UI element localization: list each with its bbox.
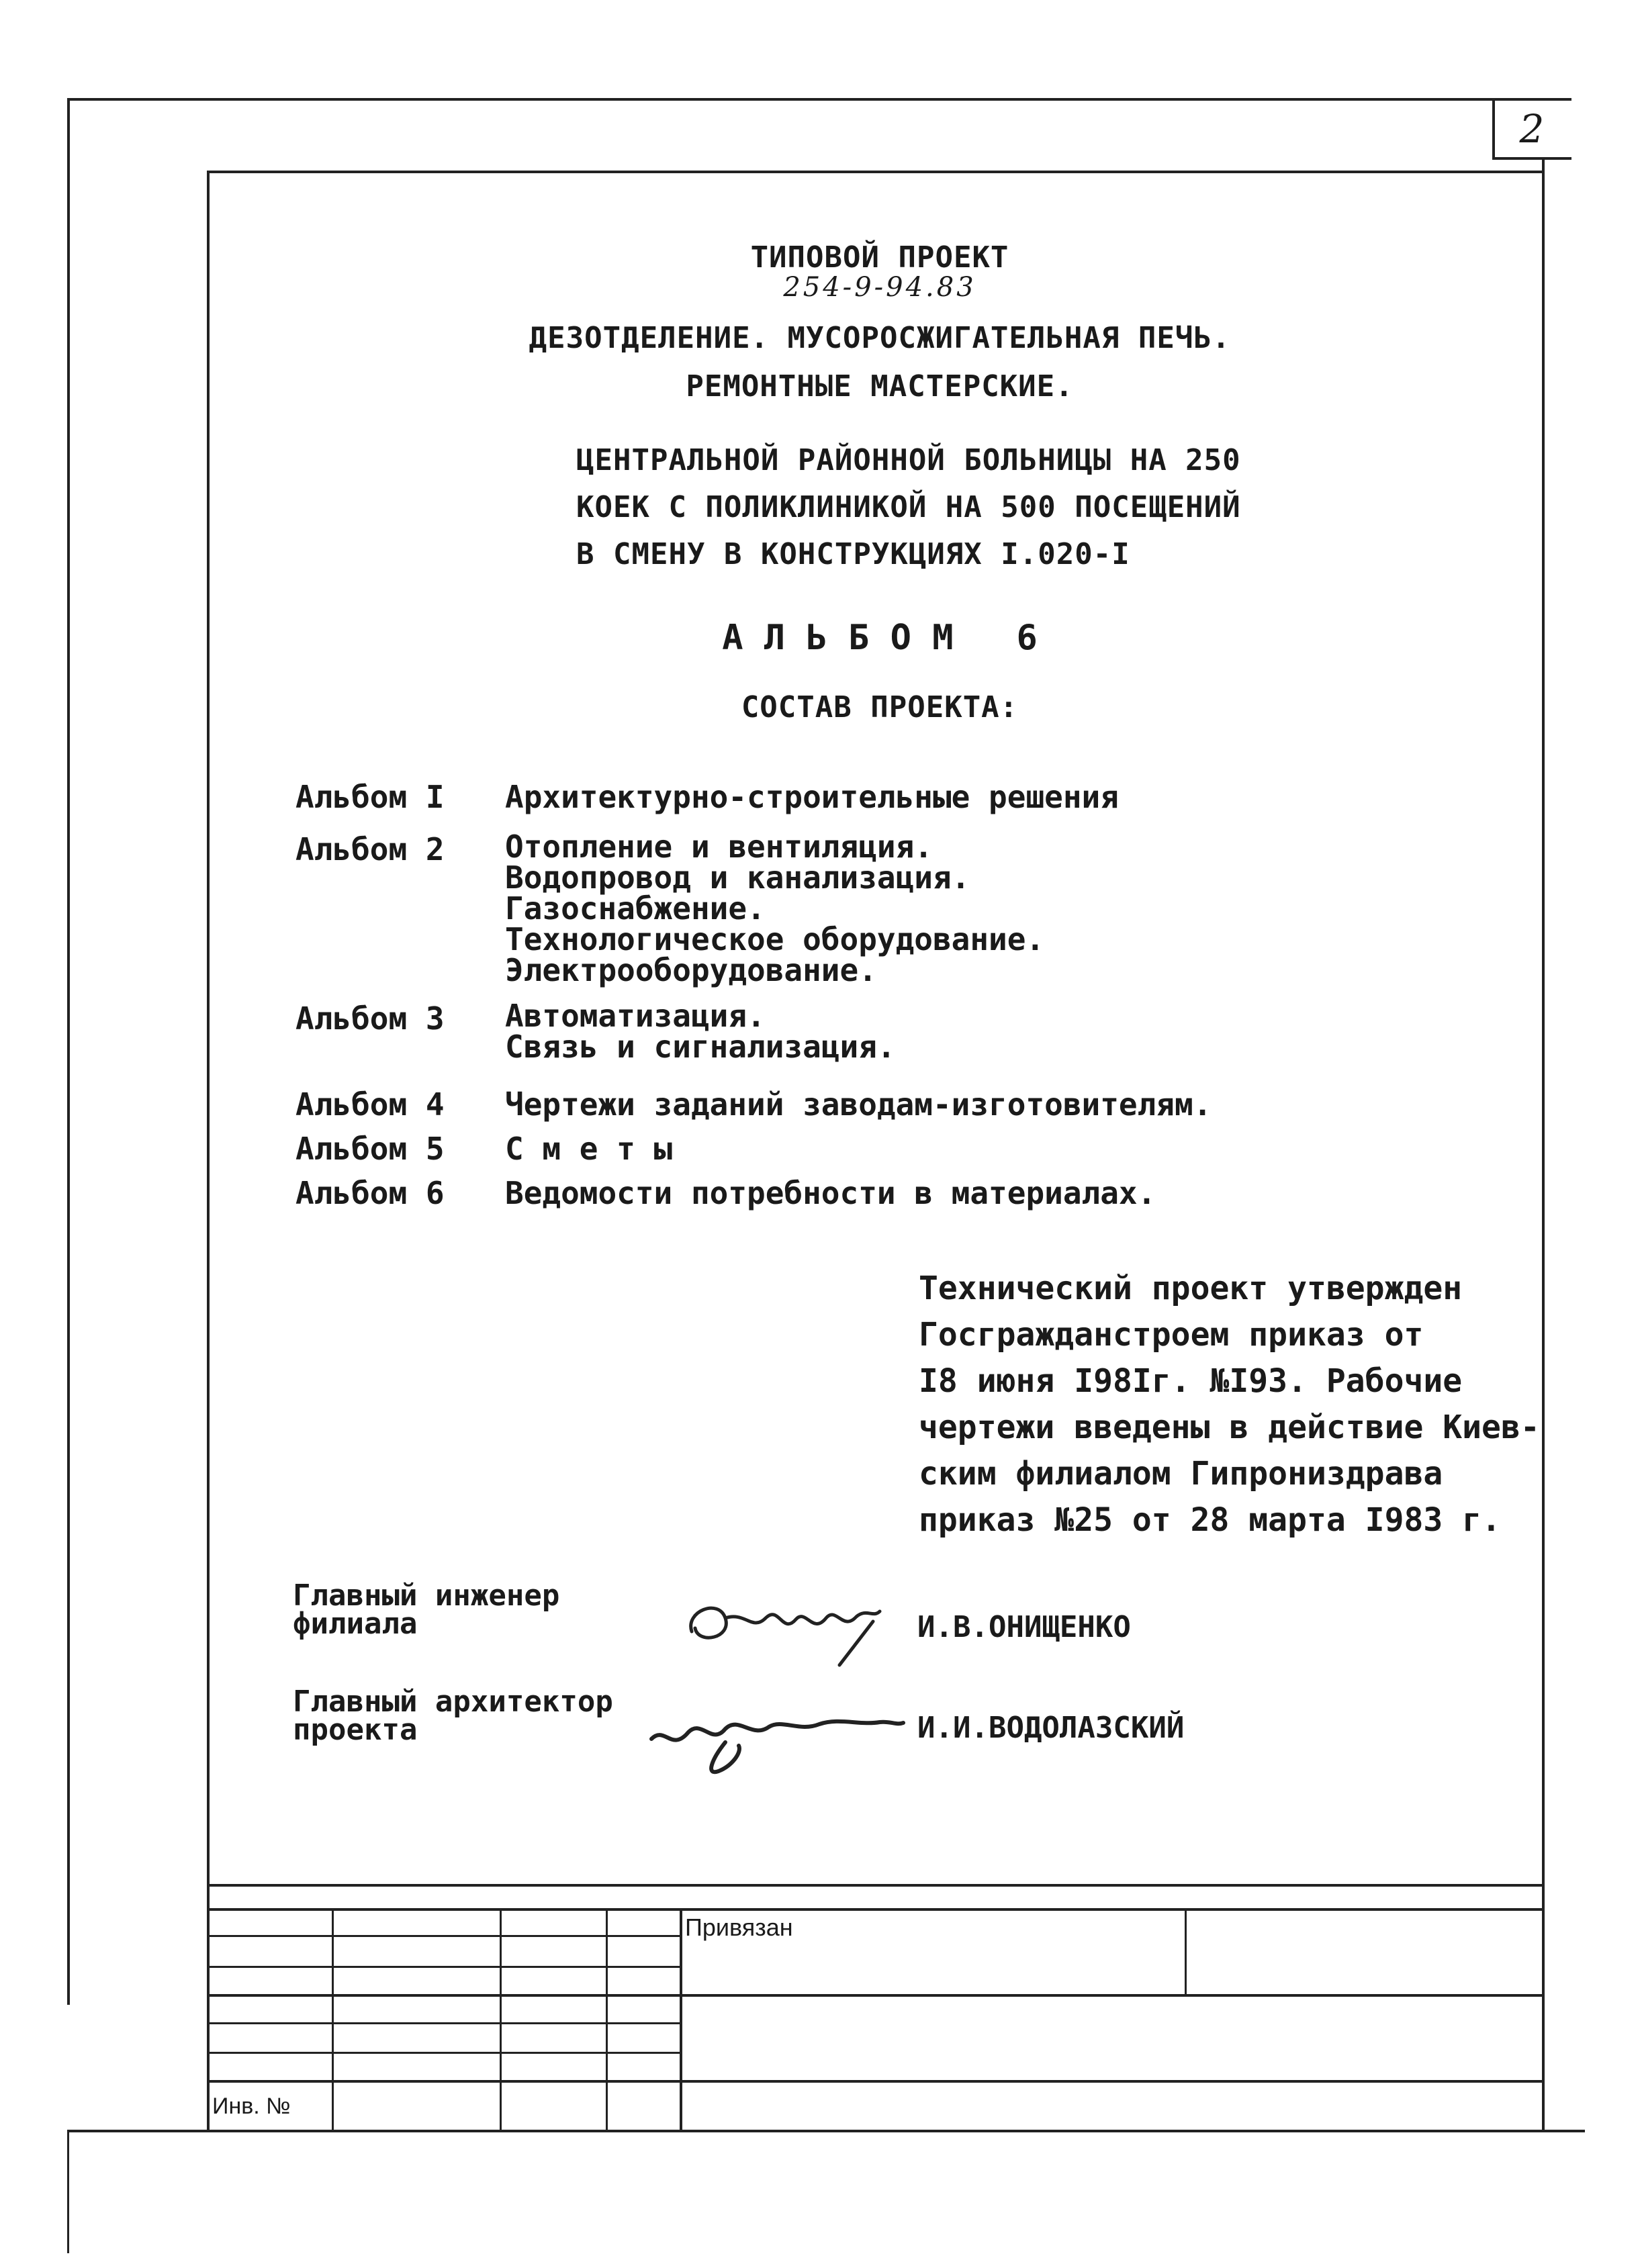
approval-note — [919, 1266, 1540, 1544]
description-line-3: В СМЕНУ В КОНСТРУКЦИЯХ I.020-I — [576, 537, 1130, 571]
description-line-1: ЦЕНТРАЛЬНОЙ РАЙОННОЙ БОЛЬНИЦЫ НА 250 — [576, 443, 1241, 477]
album-item: Газоснабжение. — [505, 890, 766, 927]
album-label: Альбом I — [295, 779, 445, 815]
approval-line: Технический проект утвержден — [919, 1270, 1463, 1307]
album-title: А Л Ь Б О М 6 — [722, 618, 1038, 658]
approval-line: Госгражданстроем приказ от — [919, 1316, 1424, 1354]
approval-line: приказ №25 от 28 марта I983 г. — [919, 1501, 1501, 1539]
album-label: Альбом 5 — [295, 1131, 445, 1167]
signature-name: И.В.ОНИЩЕНКО — [917, 1610, 1131, 1644]
album-item: Отопление и вентиляция. — [505, 829, 933, 865]
album-item: Архитектурно-строительные решения — [505, 779, 1119, 815]
album-items — [505, 831, 1044, 986]
left-edge-line — [67, 2132, 69, 2253]
project-number: 254-9-94.83 — [783, 272, 976, 303]
handwritten-signature-2 — [625, 1692, 920, 1786]
composition-title: СОСТАВ ПРОЕКТА: — [741, 690, 1019, 724]
album-item: Чертежи заданий заводам-изготовителям. — [505, 1086, 1212, 1123]
album-item: С м е т ы — [505, 1131, 673, 1167]
header-line-1: ТИПОВОЙ ПРОЕКТ — [750, 240, 1009, 275]
attached-label: Привязан — [685, 1913, 793, 1941]
album-item: Ведомости потребности в материалах. — [505, 1175, 1156, 1211]
signature-block-chief-engineer — [293, 1578, 560, 1641]
album-item: Автоматизация. — [505, 998, 766, 1034]
approval-line: ским филиалом Гипрониздрава — [919, 1455, 1443, 1493]
album-label: Альбом 6 — [295, 1175, 445, 1211]
approval-line: чертежи введены в действие Киев- — [919, 1409, 1540, 1446]
signature-title: Главный архитектор — [293, 1685, 613, 1719]
album-label: Альбом 2 — [295, 831, 445, 867]
inventory-label: Инв. № — [212, 2093, 291, 2119]
header-line-2: ДЕЗОТДЕЛЕНИЕ. МУСОРОСЖИГАТЕЛЬНАЯ ПЕЧЬ. — [529, 321, 1231, 355]
signature-title: проекта — [293, 1713, 418, 1747]
signature-name: И.И.ВОДОЛАЗСКИЙ — [917, 1711, 1185, 1745]
album-label: Альбом 4 — [295, 1086, 445, 1123]
album-item: Технологическое оборудование. — [505, 921, 1045, 957]
album-label: Альбом 3 — [295, 1000, 445, 1037]
album-items — [505, 998, 896, 1065]
handwritten-signature-1 — [672, 1571, 927, 1672]
signature-block-chief-architect — [293, 1685, 613, 1747]
page-number: 2 — [1519, 106, 1545, 152]
signature-title: Главный инженер — [293, 1578, 560, 1613]
album-item: Связь и сигнализация. — [505, 1029, 896, 1065]
album-item: Водопровод и канализация. — [505, 859, 970, 896]
approval-line: I8 июня I98Iг. №I93. Рабочие — [919, 1362, 1463, 1400]
album-item: Электрооборудование. — [505, 952, 877, 988]
description-line-2: КОЕК С ПОЛИКЛИНИКОЙ НА 500 ПОСЕЩЕНИЙ — [576, 490, 1241, 524]
signature-title: филиала — [293, 1607, 418, 1641]
header-line-3: РЕМОНТНЫЕ МАСТЕРСКИЕ. — [686, 369, 1074, 404]
